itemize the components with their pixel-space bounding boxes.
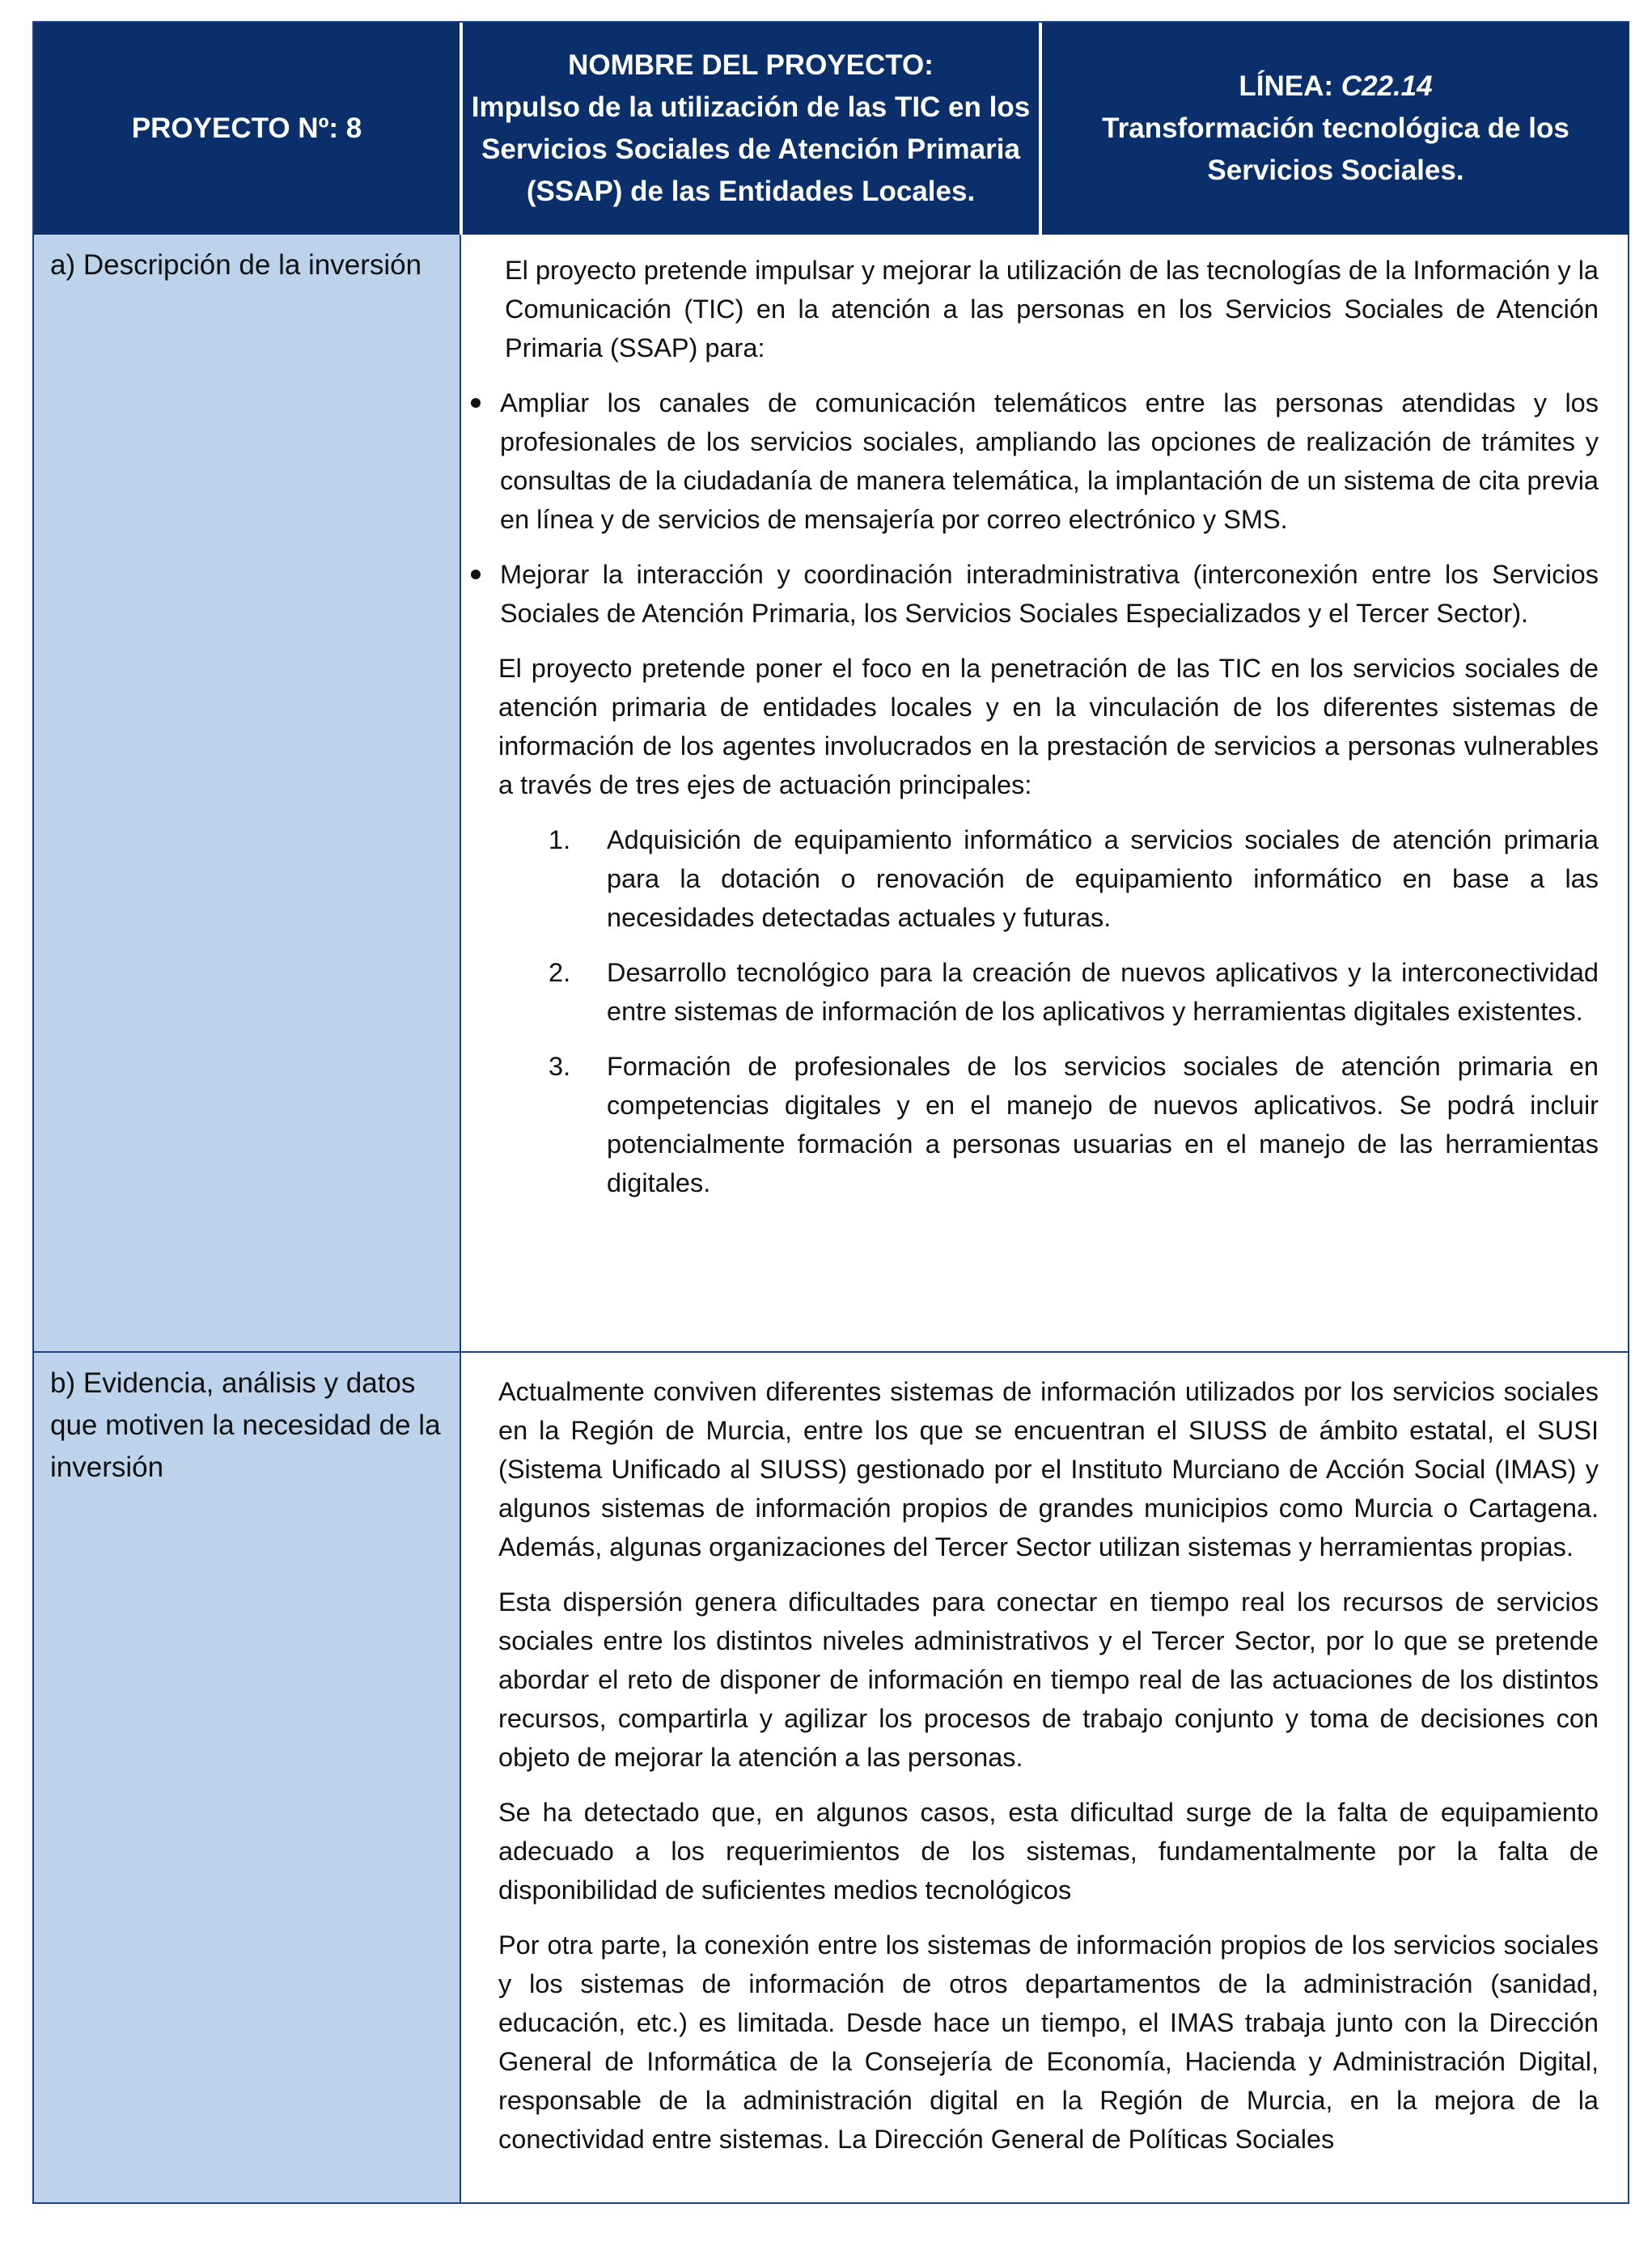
line-value: Transformación tecnológica de los Servicios Sociales.	[1102, 112, 1569, 186]
axis-item	[505, 953, 1599, 1031]
axis-number: 3.	[549, 1052, 571, 1081]
axis-text: Adquisición de equipamiento informático a servicios sociales de atención primaria para la dotación o renovación de equipamiento informático en base a las necesidades detectadas actuales y futuras.	[607, 825, 1599, 932]
axis-text: Desarrollo tecnológico para la creación de nuevos aplicativos y la interconectividad entre sistemas de información de los aplicativos y herramientas digitales existentes.	[607, 958, 1599, 1026]
bullet-text: Mejorar la interacción y coordinación interadministrativa (interconexión entre los Servicios Sociales de Atención Primaria, los Servicios Sociales Especializados y el Tercer Sector).	[500, 560, 1599, 628]
header-line	[1040, 23, 1629, 235]
section-b-paragraph: Por otra parte, la conexión entre los sistemas de información propios de los servicios sociales y los sistemas de información de otros departamentos de la administración (sanidad, educación, etc.) es limitada. Desde hace un tiempo, el IMAS trabaja junto con la Dirección General de Informática de la Consejería de Economía, Hacienda y Administración Digital, responsable de la administración digital en la Región de Murcia, en la mejora de la conectividad entre sistemas. La Dirección General de Políticas Sociales	[498, 1930, 1599, 2154]
line-heading	[1066, 66, 1605, 108]
section-a-label: a) Descripción de la inversión	[34, 235, 460, 1351]
bullet-icon	[471, 398, 481, 408]
axis-item	[505, 820, 1599, 937]
section-a-axes-list	[505, 820, 1599, 1202]
project-name-title: NOMBRE DEL PROYECTO:	[568, 49, 934, 81]
project-number-label: PROYECTO Nº: 8	[131, 112, 362, 144]
line-code: C22.14	[1341, 70, 1433, 102]
header-project-name	[461, 23, 1039, 235]
section-a-focus: El proyecto pretende poner el foco en la penetración de las TIC en los servicios sociales de atención primaria de entidades locales y en la vinculación de los diferentes sistemas de información de los agentes involucrados en la prestación de servicios a personas vulnerables a través de tres ejes de actuación principales:	[498, 654, 1599, 799]
axis-number: 1.	[549, 825, 571, 854]
bullet-icon	[471, 570, 481, 579]
section-b-paragraph: Se ha detectado que, en algunos casos, esta dificultad surge de la falta de equipamiento adecuado a los requerimientos de los sistemas, fundamentalmente por la falta de disponibilidad de suficientes medios tecnológicos	[498, 1798, 1599, 1905]
bullet-item	[471, 555, 1599, 633]
line-title: LÍNEA:	[1239, 70, 1334, 102]
project-sheet-table	[32, 21, 1629, 2204]
column-divider	[460, 235, 461, 2204]
section-a-bullet-list	[500, 384, 1599, 633]
section-b-content	[463, 1353, 1626, 2204]
axis-text: Formación de profesionales de los servicios sociales de atención primaria en competencias digitales y en el manejo de nuevos aplicativos. Se podrá incluir potencialmente formación a personas usuarias en el manejo de las herramientas digitales.	[607, 1052, 1599, 1197]
section-b-paragraph: Actualmente conviven diferentes sistemas de información utilizados por los servicios sociales en la Región de Murcia, entre los que se encuentran el SIUSS de ámbito estatal, el SUSI (Sistema Unificado al SIUSS) gestionado por el Instituto Murciano de Acción Social (IMAS) y algunos sistemas de información propios de grandes municipios como Murcia o Cartagena. Además, algunas organizaciones del Tercer Sector utilizan sistemas y herramientas propias.	[498, 1377, 1599, 1562]
axis-item	[505, 1047, 1599, 1202]
header-project-number	[34, 23, 460, 235]
bullet-item	[471, 384, 1599, 539]
section-a-content	[463, 235, 1626, 1351]
section-b-label: b) Evidencia, análisis y datos que motiven la necesidad de la inversión	[34, 1353, 460, 2202]
project-name-value: Impulso de la utilización de las TIC en los Servicios Sociales de Atención Primaria (SSAP) de las Entidades Locales.	[471, 91, 1031, 207]
bullet-text: Ampliar los canales de comunicación telemáticos entre las personas atendidas y los profesionales de los servicios sociales, ampliando las opciones de realización de trámites y consultas de la ciudadanía de manera telemática, la implantación de un sistema de cita previa en línea y de servicios de mensajería por correo electrónico y SMS.	[500, 388, 1599, 534]
section-a-intro: El proyecto pretende impulsar y mejorar la utilización de las tecnologías de la Información y la Comunicación (TIC) en la atención a las personas en los Servicios Sociales de Atención Primaria (SSAP) para:	[505, 256, 1599, 362]
axis-number: 2.	[549, 958, 571, 987]
section-b-paragraph: Esta dispersión genera dificultades para conectar en tiempo real los recursos de servicios sociales entre los distintos niveles administrativos y el Tercer Sector, por lo que se pretende abordar el reto de disponer de información en tiempo real de las actuaciones de los distintos recursos, compartirla y agilizar los procesos de trabajo conjunto y toma de decisiones con objeto de mejorar la atención a las personas.	[498, 1587, 1599, 1772]
